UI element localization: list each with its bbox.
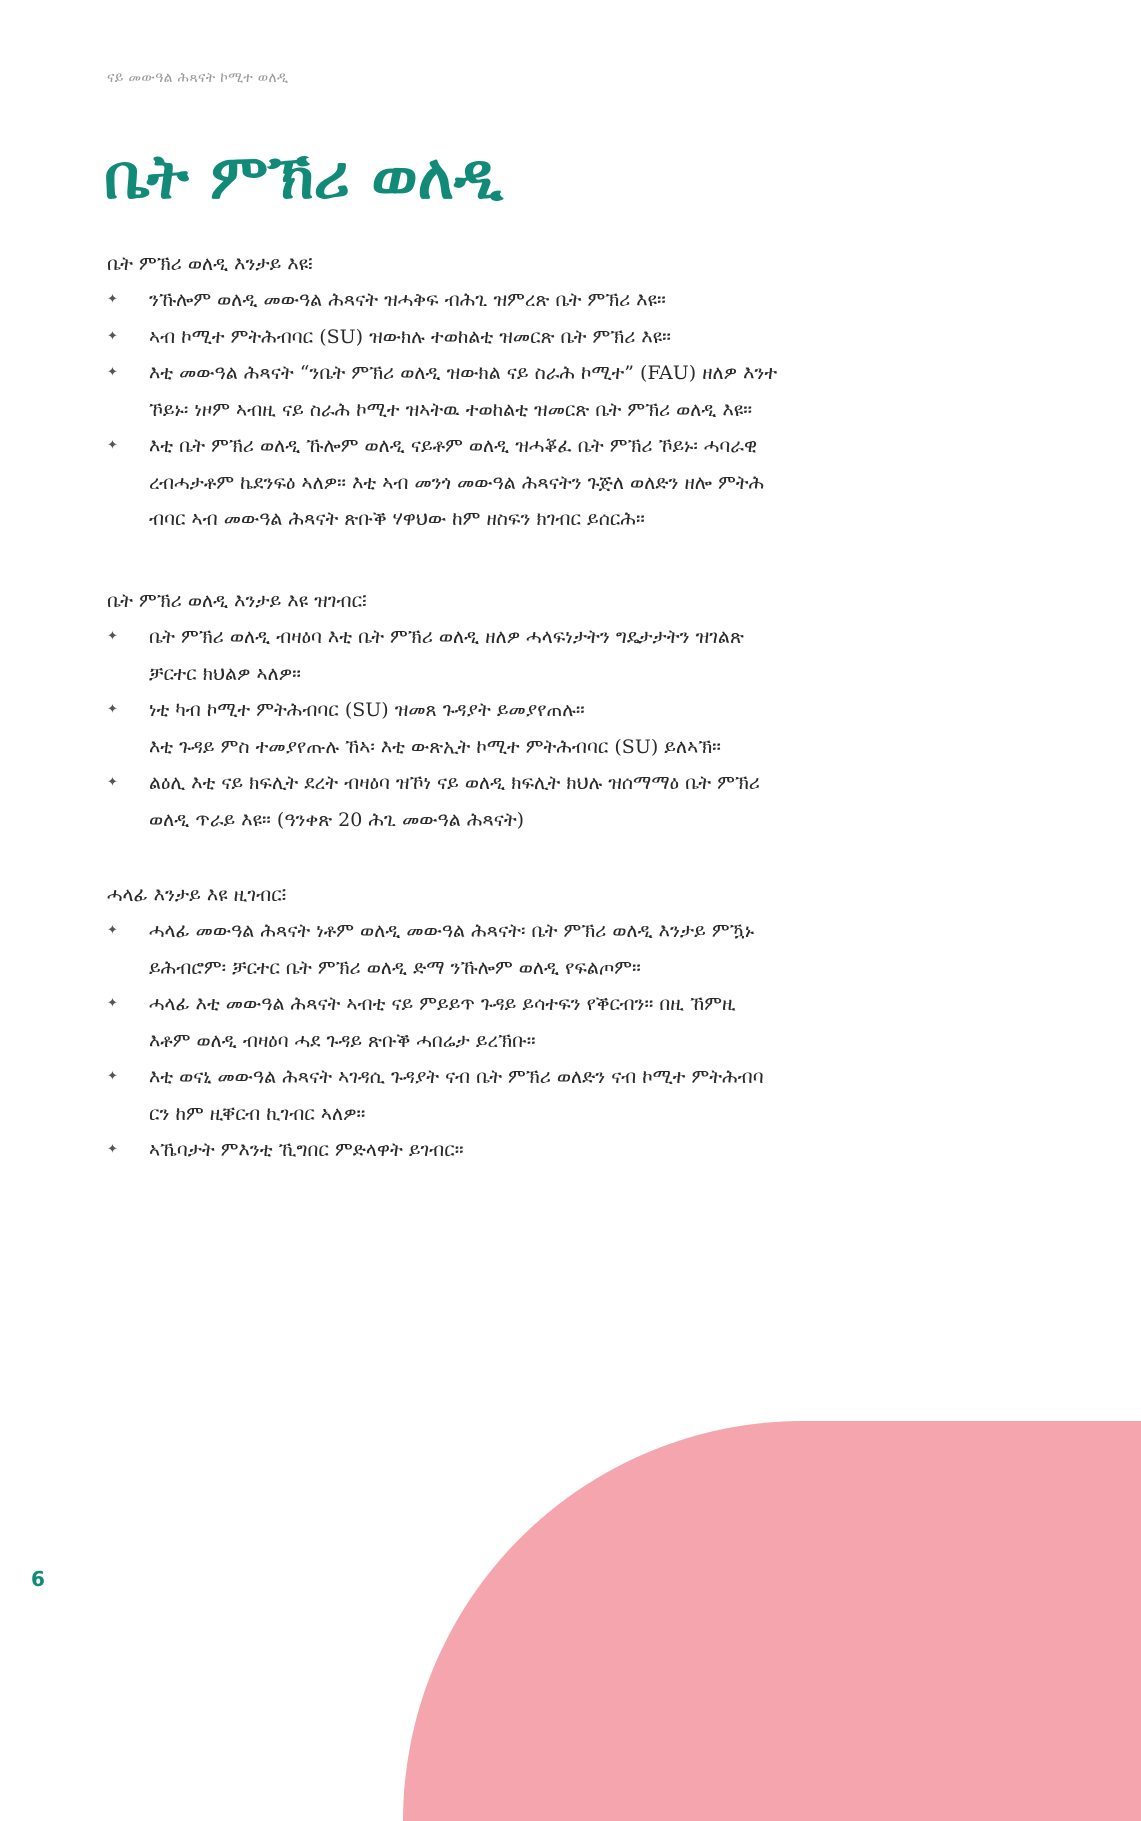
diamond-bullet-icon: ✦ [107, 775, 118, 790]
diamond-bullet-icon: ✦ [107, 1069, 118, 1084]
list-item [107, 765, 887, 838]
list-item-line: ቤት ምኽሪ ወለዲ ብዛዕባ እቲ ቤት ምኽሪ ወለዲ ዘለዎ ሓላፍነታትን ግዴታታትን ዝገልጽ [149, 626, 744, 648]
page-number: 6 [31, 1567, 45, 1591]
list-item-line: ኾይኑ፡ ነዞም ኣብዚ ናይ ስራሕ ኮሚተ ዝኣትዉ ተወከልቲ ዝመርጽ ቤት ምኽሪ ወለዲ እዩ። [149, 398, 753, 421]
list-item-line: እቲ ጉዳይ ምስ ተመያየጡሉ ኸኣ፡ እቲ ውጽኢት ኮሚተ ምትሕብባር (SU) ይለኣኽ። [149, 735, 722, 758]
section-manager-role [107, 877, 887, 1169]
list-item [107, 428, 887, 538]
list-item-line: ሓላፊ እቲ መውዓል ሕጻናት ኣብቲ ናይ ምይይጥ ጉዳይ ይሳተፍን የቕርብን። በዚ ኸምዚ [149, 993, 736, 1015]
list-item-line: እቶም ወለዲ ብዛዕባ ሓደ ጉዳይ ጽቡቕ ሓበሬታ ይረኽቡ። [149, 1029, 536, 1052]
page-title: ቤት ምኽሪ ወለዲ [104, 140, 504, 213]
section-what-is-council [107, 246, 887, 538]
list-item-line: ይሕብሮም፡ ቻርተር ቤት ምኽሪ ወለዲ ድማ ንኹሎም ወለዲ የፍልጦም። [149, 956, 641, 979]
diamond-bullet-icon: ✦ [107, 996, 118, 1011]
diamond-bullet-icon: ✦ [107, 702, 118, 717]
bullet-list [107, 282, 887, 538]
list-item [107, 282, 887, 319]
list-item-line: ቻርተር ክህልዎ ኣለዎ። [149, 662, 302, 685]
diamond-bullet-icon: ✦ [107, 328, 118, 344]
list-item-line: ልዕሊ እቲ ናይ ክፍሊት ደረት ብዛዕባ ዝኾነ ናይ ወለዲ ክፍሊት ክህሉ ዝሰማማዕ ቤት ምኽሪ [149, 772, 760, 794]
list-item-line: ረብሓታቶም ኬደንፍዕ ኣለዎ። እቲ ኣብ መንጎ መውዓል ሕጻናትን ጉጅለ ወለድን ዘሎ ምትሕ [149, 471, 765, 494]
diamond-bullet-icon: ✦ [107, 923, 118, 938]
section-heading: ሓላፊ እንታይ እዩ ዚገብር፧ [107, 884, 287, 906]
list-item [107, 913, 887, 986]
list-item-line: ርን ከም ዚቐርብ ኪገብር ኣለዎ። [149, 1102, 366, 1125]
bullet-list [107, 913, 887, 1169]
list-item-line: ሓላፊ መውዓል ሕጻናት ነቶም ወለዲ መውዓል ሕጻናት፡ ቤት ምኽሪ ወለዲ እንታይ ምዃኑ [149, 920, 755, 942]
list-item [107, 1132, 887, 1169]
list-item-line: ኣብ ኮሚተ ምትሕብባር (SU) ዝውክሉ ተወከልቲ ዝመርጽ ቤት ምኽሪ እዩ። [149, 325, 671, 348]
diamond-bullet-icon: ✦ [107, 365, 118, 380]
list-item-line: ንኹሎም ወለዲ መውዓል ሕጻናት ዝሓቅፍ ብሕጊ ዝምረጽ ቤት ምኽሪ እዩ። [149, 289, 666, 311]
list-item-line: እቲ መውዓል ሕጻናት “ንቤት ምኽሪ ወለዲ ዝውክል ናይ ስራሕ ኮሚተ” (FAU) ዘለዎ እንተ [149, 362, 778, 384]
diamond-bullet-icon: ✦ [107, 292, 118, 307]
list-item-line: ብባር ኣብ መውዓል ሕጻናት ጽቡቕ ሃዋህው ከም ዘስፍን ክገብር ይሰርሕ። [149, 508, 645, 530]
list-item [107, 319, 887, 356]
list-item-line: ወለዲ ጥራይ እዩ። (ዓንቀጽ 20 ሕጊ መውዓል ሕጻናት) [149, 808, 525, 831]
diamond-bullet-icon: ✦ [107, 438, 118, 453]
diamond-bullet-icon: ✦ [107, 1142, 118, 1157]
running-head: ናይ መውዓል ሕጻናት ኮሚተ ወለዲ [107, 70, 289, 86]
list-item-line: እቲ ቤት ምኽሪ ወለዲ ኹሎም ወለዲ ናይቶም ወለዲ ዝሓቖፈ ቤት ምኽሪ ኾይኑ፡ ሓባራዊ [149, 435, 758, 457]
list-item [107, 692, 887, 765]
list-item [107, 1059, 887, 1132]
decorative-pink-shape [403, 1421, 1141, 1821]
list-item [107, 355, 887, 428]
section-what-council-does [107, 583, 887, 838]
list-item [107, 619, 887, 692]
list-item-line: ኣኼባታት ምእንቲ ኺግበር ምድላዋት ይገብር። [149, 1139, 464, 1161]
section-heading: ቤት ምኽሪ ወለዲ እንታይ እዩ፧ [107, 253, 313, 275]
list-item [107, 986, 887, 1059]
list-item-line: ነቲ ካብ ኮሚተ ምትሕብባር (SU) ዝመጸ ጉዳያት ይመያየጠሉ። [149, 699, 585, 721]
section-heading: ቤት ምኽሪ ወለዲ እንታይ እዩ ዝገብር፧ [107, 590, 367, 612]
diamond-bullet-icon: ✦ [107, 629, 118, 644]
bullet-list [107, 619, 887, 838]
list-item-line: እቲ ወናኒ መውዓል ሕጻናት ኣገዳሲ ጉዳያት ናብ ቤት ምኽሪ ወለድን ናብ ኮሚተ ምትሕብባ [149, 1066, 764, 1088]
